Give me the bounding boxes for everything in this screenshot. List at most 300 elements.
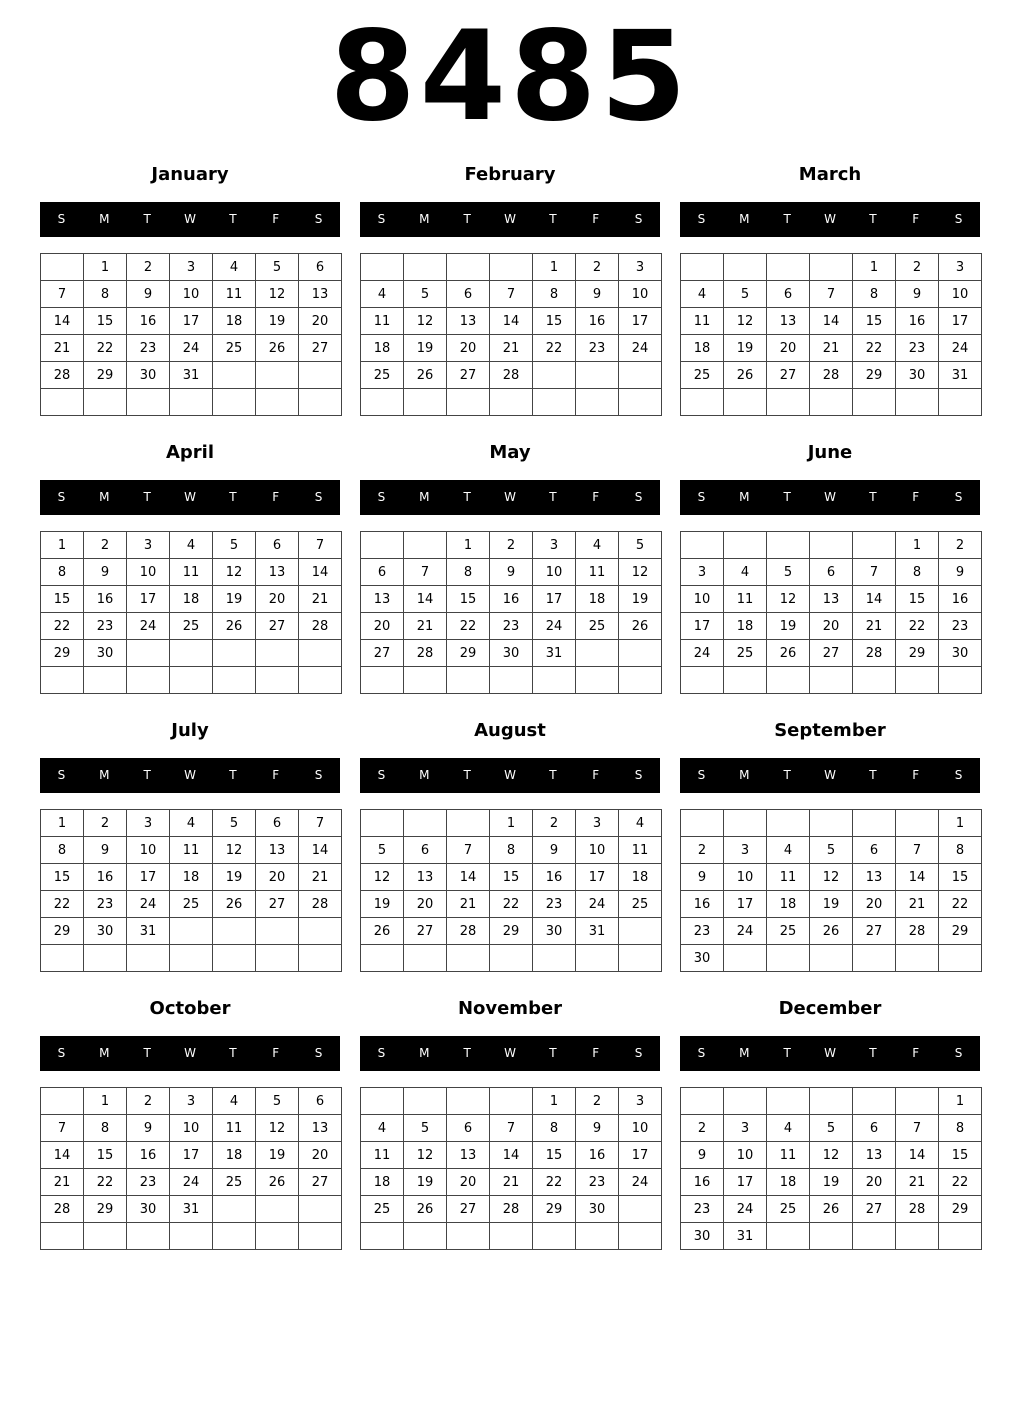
week-row	[681, 945, 982, 972]
day-cell: 6	[767, 281, 810, 308]
weekday-label: T	[143, 490, 151, 504]
day-cell	[41, 1223, 84, 1250]
day-cell	[619, 1196, 662, 1223]
day-cell: 26	[213, 891, 256, 918]
day-cell: 10	[127, 559, 170, 586]
day-cell: 16	[127, 1142, 170, 1169]
day-cell: 29	[939, 1196, 982, 1223]
day-cell: 20	[299, 1142, 342, 1169]
day-cell: 22	[41, 613, 84, 640]
day-grid	[360, 253, 662, 416]
day-cell: 14	[404, 586, 447, 613]
day-cell: 24	[619, 335, 662, 362]
day-cell: 12	[619, 559, 662, 586]
day-cell: 12	[213, 559, 256, 586]
week-row	[41, 1196, 342, 1223]
day-cell	[724, 254, 767, 281]
day-cell: 5	[213, 810, 256, 837]
day-cell	[447, 389, 490, 416]
day-cell	[170, 640, 213, 667]
day-cell: 30	[896, 362, 939, 389]
day-cell: 7	[299, 532, 342, 559]
week-row	[41, 389, 342, 416]
day-cell: 16	[681, 1169, 724, 1196]
day-cell	[170, 389, 213, 416]
weekday-label: M	[419, 1046, 430, 1060]
day-cell: 1	[939, 1088, 982, 1115]
weekday-label: M	[99, 490, 110, 504]
day-cell: 27	[404, 918, 447, 945]
month-name: February	[464, 164, 556, 185]
weekday-label: T	[143, 1046, 151, 1060]
week-row	[361, 362, 662, 389]
week-row	[41, 810, 342, 837]
day-cell: 7	[810, 281, 853, 308]
day-cell	[361, 254, 404, 281]
day-cell: 17	[619, 1142, 662, 1169]
day-cell: 23	[127, 335, 170, 362]
day-cell: 24	[127, 891, 170, 918]
week-row	[361, 1196, 662, 1223]
day-cell: 11	[361, 308, 404, 335]
weekday-label: M	[419, 212, 430, 226]
day-cell: 24	[939, 335, 982, 362]
day-cell: 8	[853, 281, 896, 308]
day-cell: 17	[170, 1142, 213, 1169]
day-cell	[681, 389, 724, 416]
week-row	[361, 640, 662, 667]
day-cell: 14	[41, 308, 84, 335]
day-cell: 18	[170, 586, 213, 613]
day-cell: 31	[170, 362, 213, 389]
day-cell: 27	[299, 335, 342, 362]
weekday-label: F	[592, 1046, 600, 1060]
day-cell	[447, 1088, 490, 1115]
week-row	[681, 559, 982, 586]
day-cell: 27	[810, 640, 853, 667]
day-cell	[256, 945, 299, 972]
day-cell: 14	[810, 308, 853, 335]
day-cell	[619, 667, 662, 694]
day-cell: 9	[84, 559, 127, 586]
day-cell: 15	[41, 586, 84, 613]
weekday-label: S	[697, 212, 706, 226]
day-cell	[213, 362, 256, 389]
day-cell: 13	[404, 864, 447, 891]
day-cell: 3	[681, 559, 724, 586]
weekday-label: T	[229, 212, 237, 226]
day-cell	[681, 1088, 724, 1115]
day-cell: 23	[533, 891, 576, 918]
day-cell: 11	[213, 1115, 256, 1142]
day-cell: 8	[533, 281, 576, 308]
day-cell: 3	[619, 254, 662, 281]
day-cell: 29	[533, 1196, 576, 1223]
day-cell: 13	[767, 308, 810, 335]
day-cell: 16	[576, 1142, 619, 1169]
day-cell: 27	[447, 1196, 490, 1223]
weekday-label: S	[57, 490, 66, 504]
day-cell	[724, 389, 767, 416]
day-cell: 5	[256, 1088, 299, 1115]
day-cell: 20	[361, 613, 404, 640]
day-cell: 1	[533, 1088, 576, 1115]
day-cell: 20	[299, 308, 342, 335]
week-row	[681, 667, 982, 694]
day-cell: 14	[299, 559, 342, 586]
day-cell	[767, 1223, 810, 1250]
day-cell	[256, 918, 299, 945]
weekday-label: T	[143, 768, 151, 782]
week-row	[41, 640, 342, 667]
day-cell: 25	[576, 613, 619, 640]
day-cell: 23	[576, 1169, 619, 1196]
week-row	[361, 864, 662, 891]
day-cell	[299, 1196, 342, 1223]
day-cell	[361, 1088, 404, 1115]
day-cell	[41, 667, 84, 694]
week-row	[681, 389, 982, 416]
weekday-label: W	[184, 212, 196, 226]
week-row	[41, 918, 342, 945]
day-cell: 21	[447, 891, 490, 918]
week-row	[681, 837, 982, 864]
month-name: March	[798, 164, 862, 185]
day-cell	[41, 389, 84, 416]
day-cell	[299, 389, 342, 416]
day-cell	[896, 810, 939, 837]
day-cell: 3	[619, 1088, 662, 1115]
weekday-label: S	[314, 768, 323, 782]
weekday-header	[680, 1036, 980, 1071]
day-cell: 15	[939, 864, 982, 891]
day-cell: 5	[767, 559, 810, 586]
day-cell	[256, 667, 299, 694]
day-cell: 10	[681, 586, 724, 613]
day-cell: 3	[939, 254, 982, 281]
day-cell: 25	[361, 1196, 404, 1223]
day-cell	[404, 1223, 447, 1250]
day-cell: 26	[404, 362, 447, 389]
day-cell: 25	[170, 891, 213, 918]
day-cell	[404, 667, 447, 694]
day-cell: 27	[256, 891, 299, 918]
day-cell	[447, 1223, 490, 1250]
day-cell: 28	[299, 613, 342, 640]
day-cell: 22	[939, 1169, 982, 1196]
day-cell	[724, 532, 767, 559]
day-cell	[361, 1223, 404, 1250]
weekday-label: W	[184, 768, 196, 782]
day-cell: 30	[84, 640, 127, 667]
day-cell	[84, 945, 127, 972]
day-cell: 20	[256, 586, 299, 613]
day-cell: 8	[490, 837, 533, 864]
day-cell: 17	[127, 586, 170, 613]
day-cell: 21	[490, 335, 533, 362]
day-cell	[299, 640, 342, 667]
day-cell: 31	[724, 1223, 767, 1250]
weekday-label: T	[869, 768, 877, 782]
day-cell: 5	[256, 254, 299, 281]
weekday-label: S	[314, 212, 323, 226]
day-cell	[170, 1223, 213, 1250]
week-row	[361, 1169, 662, 1196]
day-cell: 17	[724, 1169, 767, 1196]
month-name: September	[774, 720, 886, 741]
day-cell: 20	[810, 613, 853, 640]
day-cell: 30	[681, 945, 724, 972]
week-row	[361, 532, 662, 559]
month-name: July	[171, 720, 209, 741]
day-cell: 28	[299, 891, 342, 918]
day-cell: 31	[939, 362, 982, 389]
day-cell	[447, 667, 490, 694]
day-cell	[127, 389, 170, 416]
day-cell	[490, 1088, 533, 1115]
weekday-label: S	[954, 212, 963, 226]
day-cell: 15	[533, 308, 576, 335]
day-grid	[680, 253, 982, 416]
day-grid	[680, 809, 982, 972]
day-cell: 11	[767, 864, 810, 891]
day-cell: 5	[724, 281, 767, 308]
weekday-header	[360, 1036, 660, 1071]
day-cell: 17	[724, 891, 767, 918]
day-cell: 29	[41, 640, 84, 667]
day-cell	[361, 810, 404, 837]
day-cell: 5	[361, 837, 404, 864]
weekday-label: S	[314, 1046, 323, 1060]
week-row	[361, 559, 662, 586]
day-cell: 23	[681, 918, 724, 945]
month-name: October	[149, 998, 231, 1019]
day-cell: 2	[576, 254, 619, 281]
day-cell	[447, 810, 490, 837]
week-row	[681, 335, 982, 362]
weekday-label: W	[184, 1046, 196, 1060]
weekday-label: T	[229, 490, 237, 504]
day-cell: 10	[724, 1142, 767, 1169]
weekday-label: T	[549, 212, 557, 226]
day-cell: 10	[170, 281, 213, 308]
day-cell: 11	[170, 837, 213, 864]
day-cell: 9	[896, 281, 939, 308]
day-grid	[360, 531, 662, 694]
day-cell	[127, 1223, 170, 1250]
day-cell: 24	[170, 335, 213, 362]
week-row	[681, 532, 982, 559]
day-cell: 11	[213, 281, 256, 308]
weekday-label: S	[57, 768, 66, 782]
week-row	[41, 532, 342, 559]
week-row	[41, 864, 342, 891]
day-cell: 30	[127, 362, 170, 389]
day-cell	[767, 254, 810, 281]
week-row	[361, 918, 662, 945]
day-cell: 25	[213, 335, 256, 362]
weekday-label: M	[99, 212, 110, 226]
day-cell	[767, 1088, 810, 1115]
weekday-label: S	[377, 490, 386, 504]
day-cell: 7	[404, 559, 447, 586]
weekday-label: W	[824, 768, 836, 782]
day-cell	[767, 389, 810, 416]
day-cell	[361, 667, 404, 694]
weekday-label: W	[504, 212, 516, 226]
day-cell: 8	[939, 1115, 982, 1142]
day-cell	[767, 667, 810, 694]
day-cell: 30	[939, 640, 982, 667]
week-row	[41, 254, 342, 281]
week-row	[361, 1223, 662, 1250]
day-cell: 11	[576, 559, 619, 586]
week-row	[681, 1223, 982, 1250]
weekday-label: W	[824, 212, 836, 226]
day-cell: 11	[681, 308, 724, 335]
day-cell	[84, 389, 127, 416]
day-cell	[404, 1088, 447, 1115]
month-name: May	[489, 442, 531, 463]
day-cell: 8	[84, 281, 127, 308]
weekday-label: W	[504, 490, 516, 504]
day-cell: 28	[490, 362, 533, 389]
weekday-label: S	[314, 490, 323, 504]
day-cell: 23	[84, 613, 127, 640]
day-cell: 6	[256, 810, 299, 837]
day-cell: 11	[170, 559, 213, 586]
day-cell: 4	[681, 281, 724, 308]
weekday-header	[360, 202, 660, 237]
weekday-label: S	[697, 768, 706, 782]
day-cell: 18	[619, 864, 662, 891]
week-row	[41, 1223, 342, 1250]
day-cell	[810, 810, 853, 837]
day-cell	[619, 362, 662, 389]
day-cell: 23	[84, 891, 127, 918]
weekday-label: W	[504, 1046, 516, 1060]
day-cell: 8	[41, 559, 84, 586]
day-cell	[619, 945, 662, 972]
day-cell	[576, 1223, 619, 1250]
day-grid	[680, 1087, 982, 1250]
day-cell: 8	[896, 559, 939, 586]
day-cell: 16	[490, 586, 533, 613]
day-cell: 29	[84, 1196, 127, 1223]
day-cell: 10	[939, 281, 982, 308]
day-cell	[127, 667, 170, 694]
weekday-label: T	[783, 768, 791, 782]
weekday-label: T	[783, 490, 791, 504]
day-cell: 2	[576, 1088, 619, 1115]
day-cell	[299, 918, 342, 945]
day-cell: 18	[170, 864, 213, 891]
day-cell: 27	[299, 1169, 342, 1196]
week-row	[361, 586, 662, 613]
day-cell: 12	[767, 586, 810, 613]
week-row	[41, 335, 342, 362]
day-cell	[939, 945, 982, 972]
weekday-label: T	[463, 1046, 471, 1060]
day-cell	[767, 532, 810, 559]
day-cell	[299, 362, 342, 389]
day-cell: 12	[810, 1142, 853, 1169]
day-cell: 18	[681, 335, 724, 362]
weekday-label: M	[739, 768, 750, 782]
day-cell: 13	[361, 586, 404, 613]
day-cell: 8	[84, 1115, 127, 1142]
day-cell: 10	[576, 837, 619, 864]
day-cell: 24	[127, 613, 170, 640]
day-cell: 22	[853, 335, 896, 362]
day-cell: 22	[490, 891, 533, 918]
day-cell	[256, 389, 299, 416]
week-row	[41, 945, 342, 972]
day-cell: 22	[939, 891, 982, 918]
day-cell	[299, 1223, 342, 1250]
weekday-label: S	[634, 490, 643, 504]
day-cell: 18	[213, 1142, 256, 1169]
day-cell	[939, 1223, 982, 1250]
day-cell	[810, 532, 853, 559]
day-cell: 25	[170, 613, 213, 640]
day-cell: 15	[447, 586, 490, 613]
weekday-label: T	[143, 212, 151, 226]
day-cell	[299, 667, 342, 694]
day-cell: 13	[299, 1115, 342, 1142]
day-cell: 18	[724, 613, 767, 640]
day-cell: 2	[127, 254, 170, 281]
week-row	[681, 1088, 982, 1115]
day-cell: 14	[490, 1142, 533, 1169]
day-cell: 2	[127, 1088, 170, 1115]
day-cell: 16	[896, 308, 939, 335]
day-grid	[680, 531, 982, 694]
weekday-label: W	[184, 490, 196, 504]
weekday-label: S	[634, 1046, 643, 1060]
day-cell	[533, 667, 576, 694]
day-cell: 29	[84, 362, 127, 389]
day-cell	[767, 810, 810, 837]
day-cell: 8	[939, 837, 982, 864]
day-grid	[40, 531, 342, 694]
week-row	[41, 667, 342, 694]
day-cell	[41, 945, 84, 972]
day-cell	[256, 362, 299, 389]
weekday-header	[680, 202, 980, 237]
day-cell: 17	[127, 864, 170, 891]
day-cell: 17	[576, 864, 619, 891]
day-cell	[404, 532, 447, 559]
week-row	[361, 254, 662, 281]
day-cell	[256, 640, 299, 667]
week-row	[361, 308, 662, 335]
day-cell: 1	[853, 254, 896, 281]
day-cell	[853, 532, 896, 559]
week-row	[681, 613, 982, 640]
day-cell: 12	[724, 308, 767, 335]
day-cell: 23	[681, 1196, 724, 1223]
month-name: April	[165, 442, 215, 463]
day-cell	[724, 810, 767, 837]
weekday-label: S	[377, 1046, 386, 1060]
week-row	[41, 613, 342, 640]
day-cell	[213, 667, 256, 694]
day-cell: 15	[853, 308, 896, 335]
day-cell: 18	[767, 891, 810, 918]
day-cell: 1	[490, 810, 533, 837]
day-cell: 4	[576, 532, 619, 559]
